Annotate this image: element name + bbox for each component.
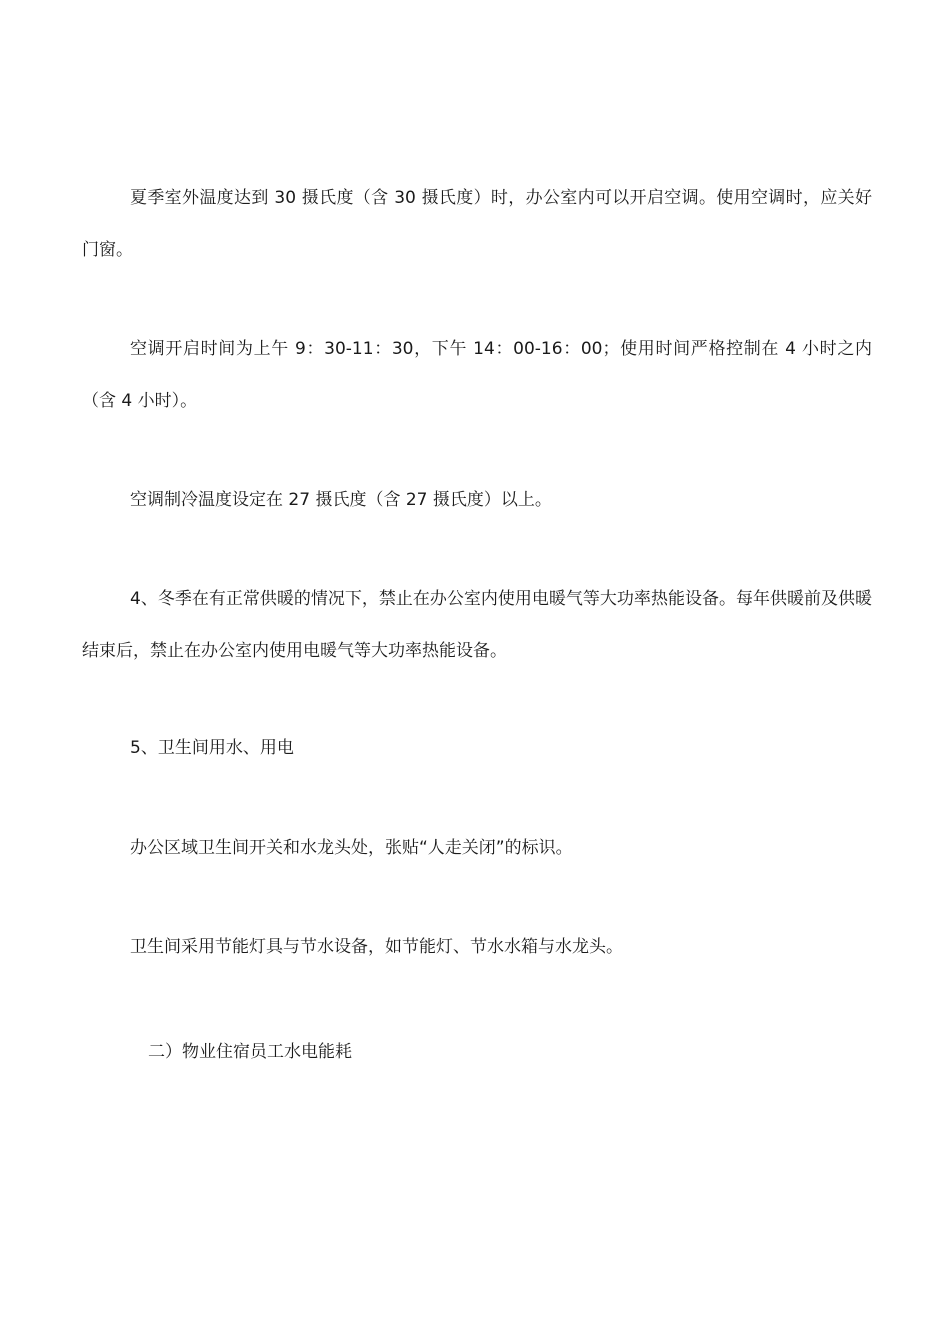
paragraph-winter-heating: 4、冬季在有正常供暖的情况下，禁止在办公室内使用电暖气等大功率热能设备。每年供暖前及供暖结束后，禁止在办公室内使用电暖气等大功率热能设备。	[82, 589, 872, 661]
paragraph-restroom-signage: 办公区域卫生间开关和水龙头处，张贴“人走关闭”的标识。	[130, 838, 573, 858]
section-heading-staff-dormitory: 二）物业住宿员工水电能耗	[148, 1042, 352, 1062]
paragraph-air-conditioning-summer: 夏季室外温度达到 30 摄氏度（含 30 摄氏度）时，办公室内可以开启空调。使用空调时，应关好门窗。	[82, 188, 872, 260]
paragraph-air-conditioning-hours: 空调开启时间为上午 9：30-11：30，下午 14：00-16：00；使用时间严格控制在 4 小时之内（含 4 小时）。	[82, 339, 872, 411]
paragraph-cooling-temperature: 空调制冷温度设定在 27 摄氏度（含 27 摄氏度）以上。	[130, 490, 552, 510]
section-heading-restroom: 5、卫生间用水、用电	[130, 738, 294, 758]
paragraph-restroom-equipment: 卫生间采用节能灯具与节水设备，如节能灯、节水水箱与水龙头。	[130, 937, 623, 957]
